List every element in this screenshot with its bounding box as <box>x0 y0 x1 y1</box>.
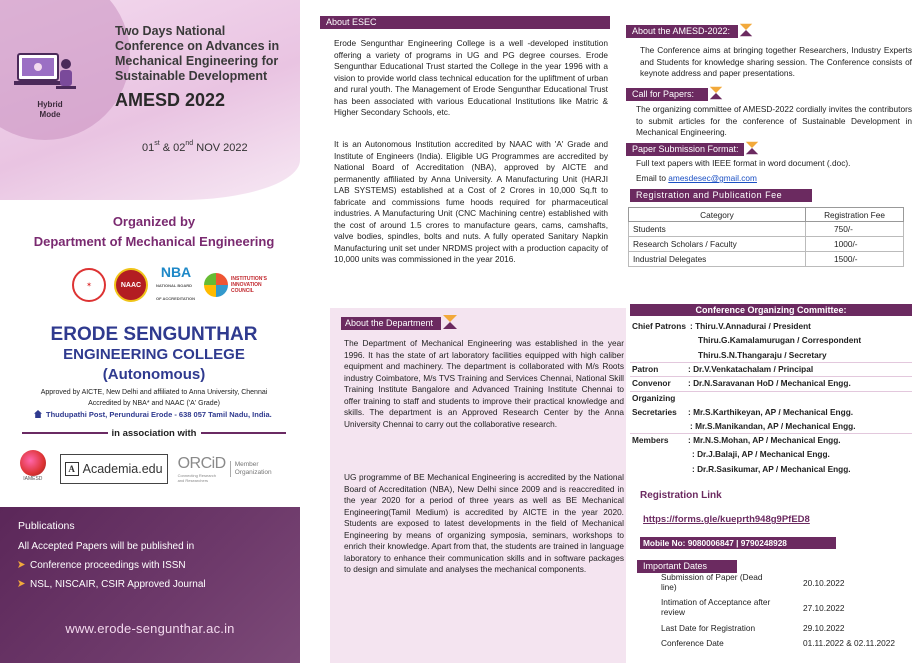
approval-line1: Approved by AICTE, New Delhi and affiliated to Anna University, Chennai <box>40 389 268 396</box>
publications-intro: All Accepted Papers will be published in <box>18 541 195 552</box>
association-label: in association with <box>111 427 197 439</box>
divider-line-left <box>22 432 108 434</box>
submission-email-link[interactable]: amesdesec@gmail.com <box>668 173 757 183</box>
mobile-numbers: Mobile No: 9080006847 | 9790248928 <box>640 537 836 549</box>
fee-column-header: Registration Fee <box>806 208 904 222</box>
organizing-department: Department of Mechanical Engineering <box>33 234 275 249</box>
about-department-paragraph-1: The Department of Mechanical Engineering was established in the year 1996. It has the state of art laboratory facilities equipped with high caliber equipment and machinery. The department is collaborated with M/s Roots industry Coimbatore, M/s TVS Training and Services Chennai, National Skill Training Institute Bangalore and Advanced Training Institute Chennai to offer training to staff and students to improve their practical knowledge and skills. The department is an Approved Research Center by the Anna University Chennai to carry out the collaborative research. <box>344 338 624 429</box>
iic-logo-text: INSTITUTION'S INNOVATION COUNCIL <box>231 276 267 294</box>
publication-item-text: Conference proceedings with ISSN <box>30 560 186 571</box>
orcid-logo-text: ORCiD <box>177 455 226 472</box>
date-sup2: nd <box>185 140 194 147</box>
date-label: Conference Date <box>661 638 724 648</box>
home-icon <box>34 410 42 418</box>
college-address <box>34 410 272 419</box>
about-department-header: About the Department <box>341 317 441 330</box>
chief-patron-name: : Thiru.V.Annadurai / President <box>690 321 811 331</box>
college-approvals <box>0 387 308 409</box>
organizing-role: Organizing <box>632 393 676 403</box>
date-label: Submission of Paper (Dead line) <box>661 572 763 592</box>
about-amesd-header: About the AMESD-2022: <box>626 25 738 38</box>
college-name-line3: (Autonomous) <box>102 366 206 383</box>
hybrid-mode-label: Hybrid Mode <box>37 100 63 119</box>
committee-divider <box>630 391 912 392</box>
publication-item-text: NSL, NISCAIR, CSIR Approved Journal <box>30 579 206 590</box>
hourglass-icon <box>744 140 760 156</box>
orcid-member-text: Member Organization <box>230 461 296 477</box>
committee-header: Conference Organizing Committee: <box>630 304 912 316</box>
registration-fee-table <box>628 207 904 267</box>
date-label: Last Date for Registration <box>661 623 756 633</box>
members-role: Members <box>632 435 669 445</box>
date-day1: 01 <box>142 142 155 154</box>
secretary-name: : Mr.S.Karthikeyan, AP / Mechanical Engg. <box>688 407 854 417</box>
hourglass-icon <box>738 22 754 38</box>
partner-logos <box>16 446 296 492</box>
orcid-subtext: Connecting Research and Researchers <box>177 473 217 483</box>
table-row <box>629 237 904 252</box>
conference-title: Two Days National Conference on Advances in Mechanical Engineering for Sustainable Development <box>115 24 280 83</box>
address-text: Thudupathi Post, Perundurai Erode - 638 057 Tamil Nadu, India. <box>46 410 272 419</box>
secretaries-role: Secretaries <box>632 407 677 417</box>
nba-logo-text: NBA <box>160 263 192 280</box>
approval-line2: Accredited by NBA* and NAAC ('A' Grade) <box>88 400 220 407</box>
date-day2: & 02 <box>162 142 186 154</box>
iic-bulb-icon <box>204 273 228 297</box>
fee-cell: 1500/- <box>806 252 904 267</box>
date-value: 01.11.2022 & 02.11.2022 <box>803 638 895 648</box>
iamesd-mark-icon <box>20 450 46 476</box>
about-amesd-text: The Conference aims at bringing together Researchers, Industry Experts and Students for knowledge sharing session. The Conference consists of keynote address and paper presentations. <box>640 45 912 78</box>
submission-format-header: Paper Submission Format: <box>626 143 744 156</box>
about-department-paragraph-2: UG programme of BE Mechanical Engineering is accredited by the National Board of Accreditation (NBA), New Delhi since 2009 and is reaccredited in the year 2020 for a period of three years as well as BE Mechanical Engineering(Tamil Medium) is accredited by AICTE in the year 2020. Students are exposed to latest developments in the field of Mechanical Engineering by means of organizing symposia, seminars, workshops to enrich their knowledge. Apart from that, the students are trained in language laboratory to enhance their communication skills and in software packages to design and simulate and analyses the mechanical components. <box>344 472 624 574</box>
date-value: 29.10.2022 <box>803 623 845 633</box>
website-link[interactable]: www.erode-sengunthar.ac.in <box>65 621 235 636</box>
date-label: Intimation of Acceptance after review <box>661 597 771 617</box>
call-for-papers-header: Call for Papers: <box>626 88 708 101</box>
hero-banner <box>0 0 300 200</box>
important-dates-header: Important Dates <box>637 560 737 573</box>
committee-divider <box>630 433 912 434</box>
publications-panel <box>0 507 300 663</box>
registration-link-url[interactable]: https://forms.gle/kueprth948g9PfED8 <box>643 514 810 525</box>
date-month-year: NOV 2022 <box>196 142 248 154</box>
date-sup1: st <box>154 140 160 147</box>
submission-email-line <box>636 173 757 183</box>
academia-icon: A <box>65 462 79 476</box>
hourglass-icon <box>708 85 724 101</box>
conference-acronym: AMESD 2022 <box>115 90 226 110</box>
college-name-line1: ERODE SENGUNTHAR <box>50 324 258 345</box>
divider-line-right <box>201 432 287 434</box>
publication-item <box>18 560 186 571</box>
chief-patron-name: Thiru.G.Kamalamurugan / Correspondent <box>698 335 862 345</box>
table-header-row <box>629 208 904 222</box>
about-esec-header: About ESEC <box>320 16 610 29</box>
publication-item <box>18 579 206 590</box>
academia-logo-text: Academia.edu <box>82 462 163 476</box>
iamesd-logo-text: IAMESD <box>23 476 43 482</box>
convenor-role: Convenor <box>632 378 671 388</box>
category-cell: Research Scholars / Faculty <box>629 237 806 252</box>
member-name: : Dr.R.Sasikumar, AP / Mechanical Engg. <box>692 464 851 474</box>
chief-patron-name: Thiru.S.N.Thangaraju / Secretary <box>698 350 827 360</box>
call-for-papers-text: The organizing committee of AMESD-2022 cordially invites the contributors to submit articles for the conference of Sustainable Development in Mechanical Engineering. <box>636 104 912 137</box>
committee-divider <box>630 362 912 363</box>
date-value: 27.10.2022 <box>803 603 845 613</box>
nba-logo-subtext: NATIONAL BOARD OF ACCREDITATION <box>156 282 196 301</box>
category-cell: Industrial Delegates <box>629 252 806 267</box>
hourglass-icon <box>441 313 459 331</box>
category-cell: Students <box>629 222 806 237</box>
table-row <box>629 222 904 237</box>
college-emblem-icon: ✶ <box>72 268 106 302</box>
member-name: : Dr.J.Balaji, AP / Mechanical Engg. <box>692 449 830 459</box>
secretary-name: : Mr.S.Manikandan, AP / Mechanical Engg. <box>690 421 856 431</box>
about-esec-paragraph-2: It is an Autonomous Institution accredited by NAAC with 'A' Grade and Institute of Engineers (India). Eligible UG Programmes are accredited by National Board of Accreditation (NBA), approved by AICTE and permanently affiliated by Anna University. A Manufacturing Unit (HARJI LAB SYSTEMS) established at a Cost of 2 Crores in 10,000 Sq.ft to fabricate and commissions fume hoods required for pharmaceutical industries. A Manufacturing Unit (CNC Machining centre) established with the cost of around 1.5 crores to manufacture gears, cams, camshafts, valve bodies, spindles, bolts and nuts. A fully operated Sanitary Napkin Manufacturing unit set under NRDMS project with a production capacity of 10,000 units was commissioned in the year 2016. <box>334 139 608 264</box>
organized-by-label: Organized by <box>112 214 196 229</box>
fee-cell: 1000/- <box>806 237 904 252</box>
registration-fee-header: Registration and Publication Fee <box>630 189 812 202</box>
about-esec-paragraph-1: Erode Sengunthar Engineering College is a well -developed institution offering a variety of programs in UG and PG degree courses. Erode Sengunthar Educational Trust started the College in the year 1996 with a vision to provide world class technical education for the upliftment of urban and rural youth. The Management of Erode Sengunthar Educational Trust has been associated with various Educational Institutions like Matric & Higher Secondary Schools, etc. <box>334 38 608 117</box>
arrow-bullet-icon <box>18 580 25 587</box>
chief-patrons-role: Chief Patrons <box>632 321 686 331</box>
table-row <box>629 252 904 267</box>
member-name: : Mr.N.S.Mohan, AP / Mechanical Engg. <box>688 435 841 445</box>
submission-format-text: Full text papers with IEEE format in word document (.doc). <box>636 158 851 168</box>
category-column-header: Category <box>629 208 806 222</box>
left-panel <box>0 0 300 663</box>
patron-role: Patron <box>632 364 659 374</box>
registration-link-title: Registration Link <box>640 490 722 501</box>
fee-cell: 750/- <box>806 222 904 237</box>
arrow-bullet-icon <box>18 561 25 568</box>
nba-logo <box>156 263 196 302</box>
accreditation-logos <box>72 263 275 304</box>
email-prefix: Email to <box>636 173 666 183</box>
orcid-logo <box>178 455 296 483</box>
orcid-wordmark <box>178 455 226 483</box>
conference-dates <box>142 140 248 154</box>
association-divider <box>22 426 286 440</box>
hybrid-laptop-icon <box>12 48 76 98</box>
iic-logo <box>204 268 275 302</box>
academia-logo <box>60 454 168 484</box>
date-value: 20.10.2022 <box>803 578 845 588</box>
convenor-name: : Dr.N.Saravanan HoD / Mechanical Engg. <box>688 378 851 388</box>
naac-logo: NAAC <box>114 268 148 302</box>
patron-name: : Dr.V.Venkatachalam / Principal <box>688 364 814 374</box>
committee-divider <box>630 376 912 377</box>
college-name-line2: ENGINEERING COLLEGE <box>63 346 245 363</box>
publications-title: Publications <box>18 520 75 532</box>
iamesd-logo <box>16 450 50 488</box>
